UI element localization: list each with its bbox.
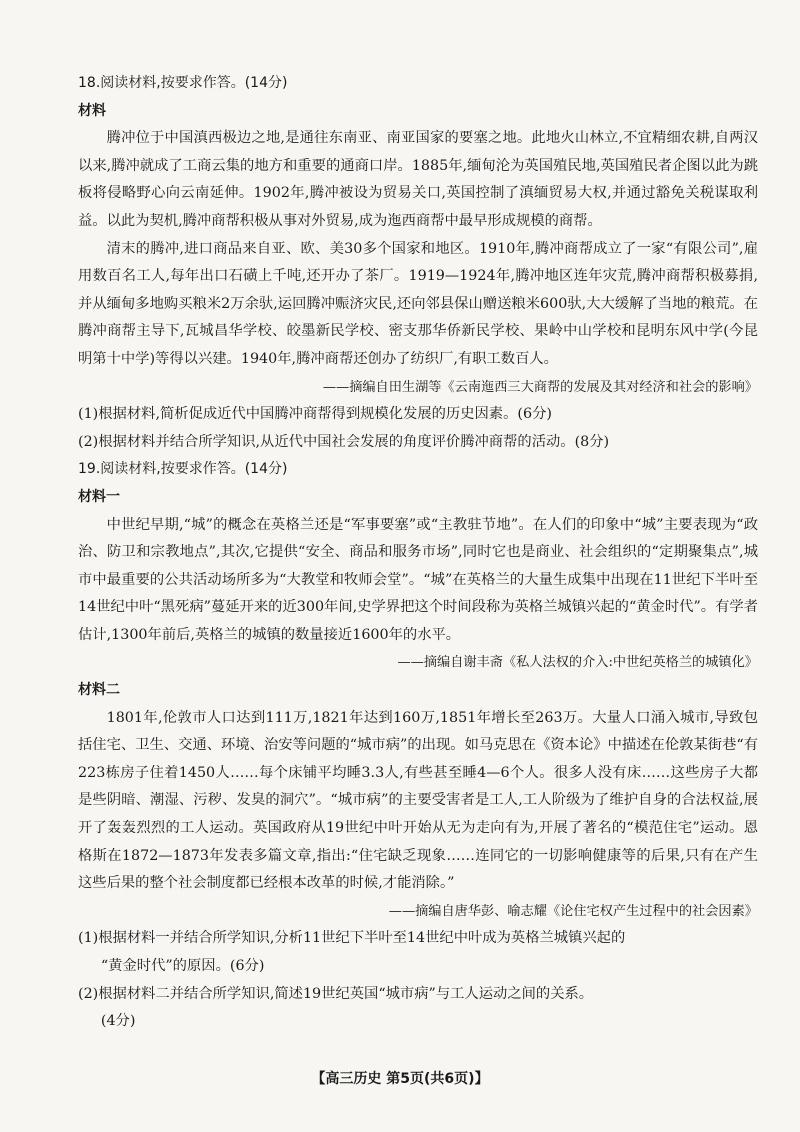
question-19-sub-1-cont: “黄金时代”的原因。(6分) — [100, 958, 265, 974]
material-2-paragraph: 1801年,伦敦市人口达到111万,1821年达到160万,1851年增长至263万。大量人口涌入城市,导致包括住宅、卫生、交通、环境、治安等问题的“城市病”的出现。如马克思在《资本论》中描述在伦敦某街巷“有223栋房子住着1450人……每个床铺平均睡3.3人,有些甚至睡4—6个人。很多人没有床……这些房子大都是些阴暗、潮湿、污秽、发臭的洞穴”。“城市病”的主要受害者是工人,工人阶级为了维护自身的合法权益,展开了轰轰烈烈的工人运动。英国政府从19世纪中叶开始从无为走向有为,开展了著名的“模范住宅”运动。恩格斯在1872—1873年发表多篇文章,指出:“住宅缺乏现象……连同它的一切影响健康等的后果,只有在产生这些后果的整个社会制度都已经根本改革的时候,才能消除。” — [78, 709, 758, 892]
page-footer: 【高三历史 第5页(共6页)】 — [311, 1071, 489, 1087]
material-label: 材料 — [78, 102, 106, 119]
material-paragraph-1: 腾冲位于中国滇西极边之地,是通往东南亚、南亚国家的要塞之地。此地火山林立,不宜精细农耕,自两汉以来,腾冲就成了工商云集的地方和重要的通商口岸。1885年,缅甸沦为英国殖民地,英国殖民者企图以此为跳板将侵略野心向云南延伸。1902年,腾冲被设为贸易关口,英国控制了滇缅贸易大权,并通过豁免关税谋取利益。以此为契机,腾冲商帮积极从事对外贸易,成为迤西商帮中最早形成规模的商帮。 — [78, 130, 758, 229]
question-19 — [78, 456, 758, 1035]
question-18-sub-2: (2)根据材料并结合所学知识,从近代中国社会发展的角度评价腾冲商帮的活动。(8分) — [78, 433, 610, 450]
question-18-sub-1: (1)根据材料,简析促成近代中国腾冲商帮得到规模化发展的历史因素。(6分) — [78, 406, 552, 423]
exam-page — [78, 70, 758, 1036]
question-18 — [78, 70, 758, 456]
question-19-heading: 19.阅读材料,按要求作答。(14分) — [78, 461, 288, 478]
material-1-paragraph: 中世纪早期,“城”的概念在英格兰还是“军事要塞”或“主教驻节地”。在人们的印象中“城”主要表现为“政治、防卫和宗教地点”,其次,它提供“安全、商品和服务市场”,同时它也是商业、社会组织的“定期聚集点”,城市中最重要的公共活动场所多为“大教堂和牧师会堂”。“城”在英格兰的大量生成集中出现在11世纪下半叶至14世纪中叶“黑死病”蔓延开来的近300年间,史学界把这个时间段称为英格兰城镇兴起的“黄金时代”。有学者估计,1300年前后,英格兰的城镇的数量接近1600年的水平。 — [78, 516, 758, 643]
material-source: ——摘编自田生湖等《云南迤西三大商帮的发展及其对经济和社会的影响》 — [322, 379, 758, 395]
material-2-source: ——摘编自唐华彭、喻志耀《论住宅权产生过程中的社会因素》 — [388, 903, 758, 919]
material-paragraph-2: 清末的腾冲,进口商品来自亚、欧、美30多个国家和地区。1910年,腾冲商帮成立了一家“有限公司”,雇用数百名工人,每年出口石磺上千吨,还开办了茶厂。1919—1924年,腾冲地区连年灾荒,腾冲商帮积极募捐,并从缅甸多地购买粮米2万余驮,运回腾冲赈济灾民,还向邻县保山赠送粮米600驮,大大缓解了当地的粮荒。在腾冲商帮主导下,瓦城昌华学校、皎墨新民学校、密支那华侨新民学校、果岭中山学校和昆明东风中学(今昆明第十中学)等得以兴建。1940年,腾冲商帮还创办了纺织厂,有职工数百人。 — [78, 240, 758, 367]
question-19-sub-2: (2)根据材料二并结合所学知识,简述19世纪英国“城市病”与工人运动之间的关系。 — [78, 985, 594, 1002]
question-19-sub-2-cont: (4分) — [100, 1013, 136, 1030]
material-1-label: 材料一 — [78, 488, 120, 505]
material-1-source: ——摘编自谢丰斋《私人法权的介入:中世纪英格兰的城镇化》 — [397, 655, 758, 671]
question-19-sub-1: (1)根据材料一并结合所学知识,分析11世纪下半叶至14世纪中叶成为英格兰城镇兴起的 — [78, 930, 626, 947]
material-2-label: 材料二 — [78, 682, 120, 699]
question-18-heading: 18.阅读材料,按要求作答。(14分) — [78, 75, 288, 91]
